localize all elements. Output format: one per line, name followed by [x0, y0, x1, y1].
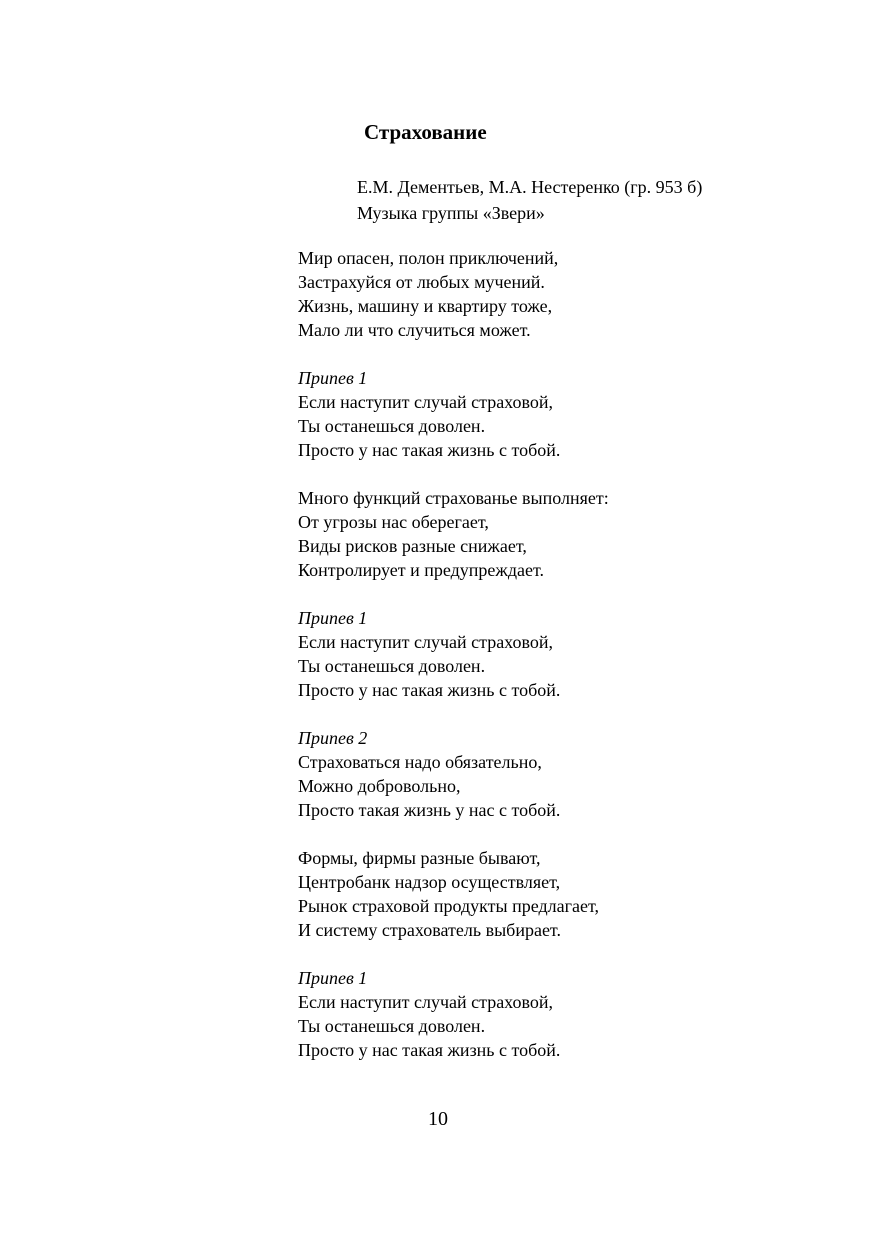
poem-line: Мир опасен, полон приключений, [298, 248, 559, 268]
poem-line: Если наступит случай страховой, [298, 992, 554, 1012]
poem-body [298, 246, 609, 1086]
verse-stanza [298, 846, 609, 942]
poem-line: Виды рисков разные снижает, [298, 536, 527, 556]
poem-line: Контролирует и предупреждает. [298, 560, 544, 580]
refrain-label: Припев 1 [298, 968, 368, 988]
refrain-label: Припев 1 [298, 608, 368, 628]
refrain-label: Припев 2 [298, 728, 368, 748]
poem-line: Если наступит случай страховой, [298, 632, 554, 652]
poem-line: Рынок страховой продукты предлагает, [298, 896, 599, 916]
page-title: Страхование [364, 120, 487, 144]
music-credit-line: Музыка группы «Звери» [357, 203, 545, 223]
poem-line: Много функций страхованье выполняет: [298, 488, 609, 508]
poem-line: Просто у нас такая жизнь с тобой. [298, 440, 561, 460]
refrain-stanza [298, 366, 609, 462]
poem-line: Ты останешься доволен. [298, 416, 486, 436]
byline [357, 174, 702, 226]
page-number: 10 [428, 1108, 448, 1130]
refrain-stanza [298, 606, 609, 702]
poem-line: И систему страхователь выбирает. [298, 920, 561, 940]
authors-line: Е.М. Дементьев, М.А. Нестеренко (гр. 953 б) [357, 177, 703, 197]
poem-line: Мало ли что случиться может. [298, 320, 531, 340]
poem-line: Страховаться надо обязательно, [298, 752, 542, 772]
poem-line: Просто у нас такая жизнь с тобой. [298, 680, 561, 700]
poem-line: Просто у нас такая жизнь с тобой. [298, 1040, 561, 1060]
poem-line: Жизнь, машину и квартиру тоже, [298, 296, 553, 316]
poem-line: Застрахуйся от любых мучений. [298, 272, 545, 292]
refrain-stanza [298, 726, 609, 822]
poem-line: Ты останешься доволен. [298, 1016, 486, 1036]
poem-line: Ты останешься доволен. [298, 656, 486, 676]
poem-line: Если наступит случай страховой, [298, 392, 554, 412]
poem-line: Можно добровольно, [298, 776, 461, 796]
poem-line: От угрозы нас оберегает, [298, 512, 489, 532]
refrain-label: Припев 1 [298, 368, 368, 388]
poem-line: Формы, фирмы разные бывают, [298, 848, 541, 868]
poem-line: Просто такая жизнь у нас с тобой. [298, 800, 561, 820]
poem-line: Центробанк надзор осуществляет, [298, 872, 561, 892]
verse-stanza [298, 246, 609, 342]
refrain-stanza [298, 966, 609, 1062]
verse-stanza [298, 486, 609, 582]
